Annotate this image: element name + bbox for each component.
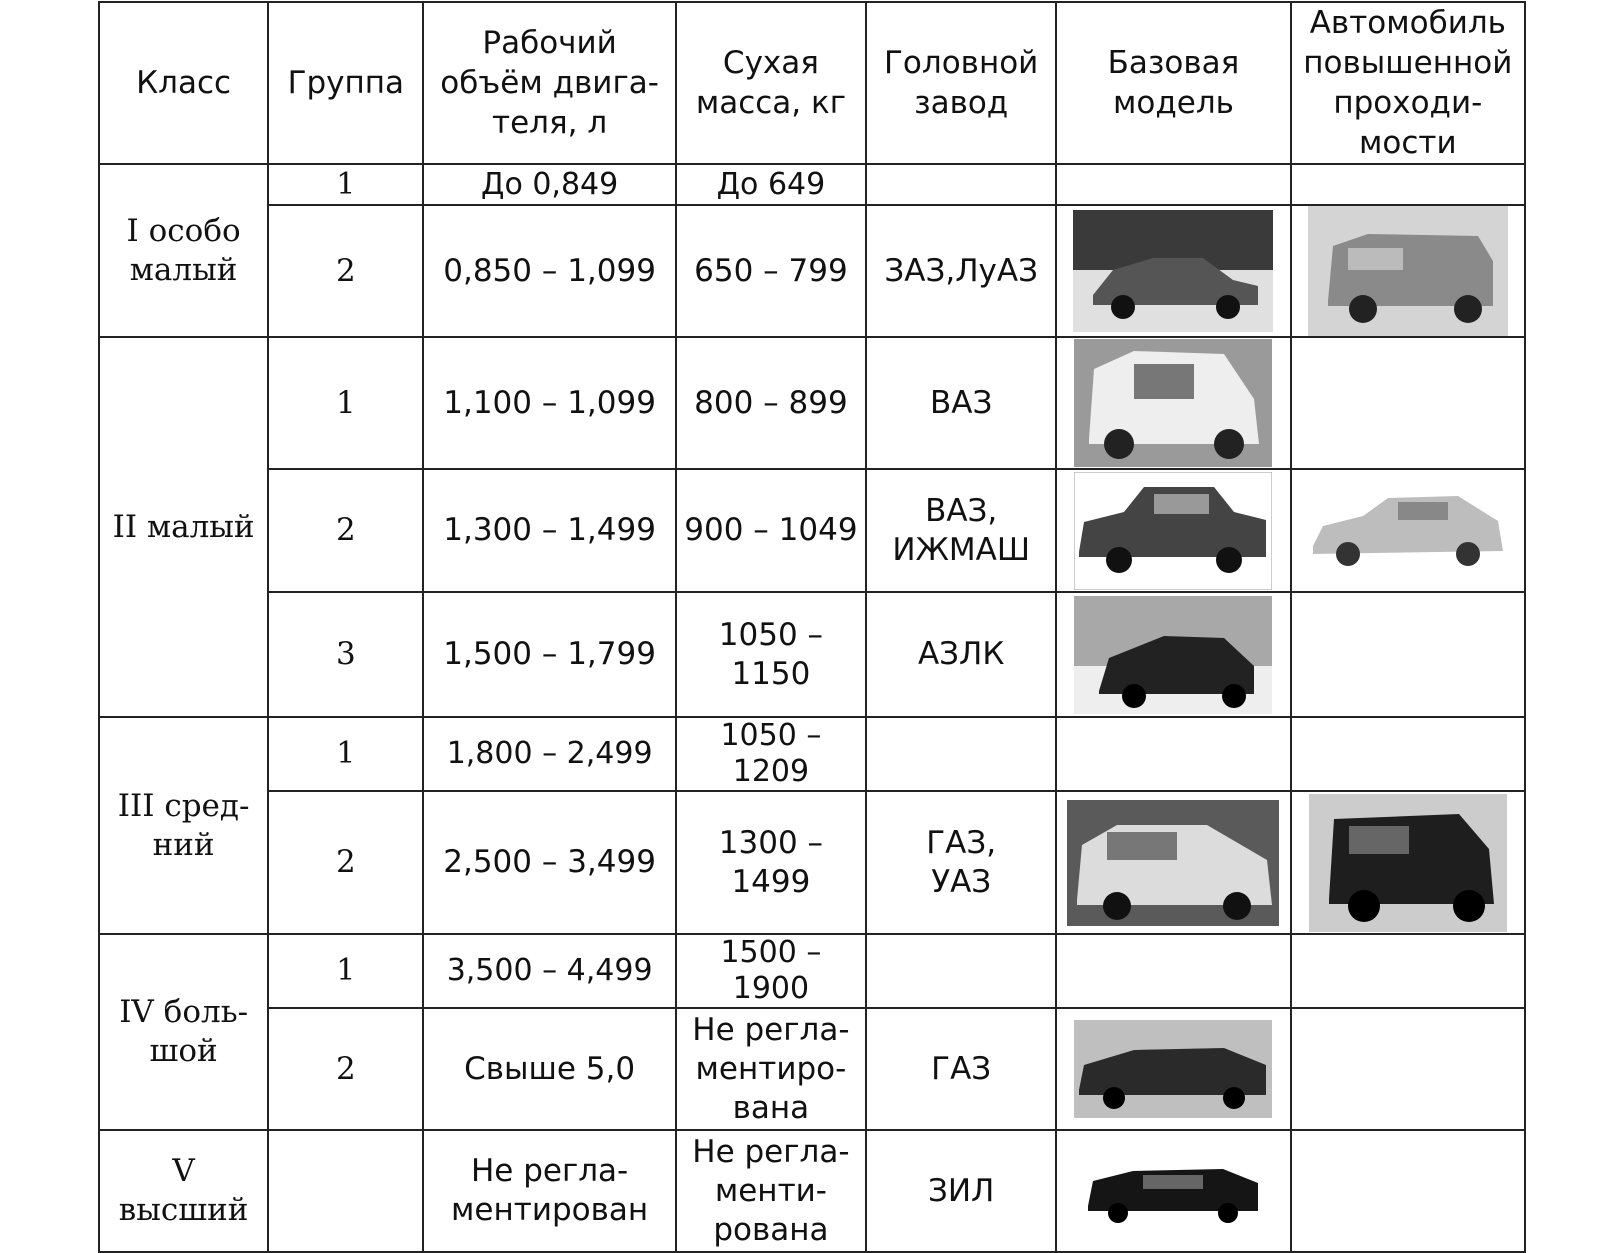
volume-cell: До 0,849 [423, 164, 675, 205]
table-row [99, 469, 1525, 592]
car-photo-icon [1067, 800, 1279, 926]
offroad-cell [1291, 791, 1525, 934]
class-cell-3: III сред- ний [99, 717, 268, 934]
car-photo-icon [1308, 206, 1508, 336]
volume-cell: 1,500 – 1,799 [423, 592, 675, 717]
group-cell [268, 1130, 423, 1252]
group-cell: 2 [268, 205, 423, 337]
header-base-model: Базовая модель [1056, 2, 1290, 164]
table-row [99, 791, 1525, 934]
base-model-cell [1056, 934, 1290, 1008]
table-row [99, 592, 1525, 717]
mass-cell: 1050 – 1150 [676, 592, 866, 717]
offroad-cell [1291, 1008, 1525, 1130]
base-model-cell [1056, 592, 1290, 717]
volume-cell: 2,500 – 3,499 [423, 791, 675, 934]
group-cell: 2 [268, 1008, 423, 1130]
mass-cell: 1300 – 1499 [676, 791, 866, 934]
offroad-cell [1291, 205, 1525, 337]
group-cell: 2 [268, 469, 423, 592]
volume-cell: 1,100 – 1,099 [423, 337, 675, 469]
mass-cell: 650 – 799 [676, 205, 866, 337]
mass-cell: 1050 – 1209 [676, 717, 866, 791]
header-group: Группа [268, 2, 423, 164]
base-model-cell [1056, 1130, 1290, 1252]
base-model-cell [1056, 164, 1290, 205]
group-cell: 3 [268, 592, 423, 717]
header-volume: Рабочий объём двига- теля, л [423, 2, 675, 164]
table-row [99, 164, 1525, 205]
offroad-cell [1291, 1130, 1525, 1252]
table-row [99, 337, 1525, 469]
car-photo-icon [1074, 339, 1272, 467]
offroad-cell [1291, 164, 1525, 205]
car-photo-icon [1074, 596, 1272, 714]
base-model-cell [1056, 717, 1290, 791]
car-photo-icon [1308, 486, 1508, 576]
plant-cell: ВАЗ, ИЖМАШ [866, 469, 1056, 592]
mass-cell: Не регла- менти- рована [676, 1130, 866, 1252]
class-cell-2: II малый [99, 337, 268, 717]
volume-cell: 1,800 – 2,499 [423, 717, 675, 791]
car-photo-icon [1309, 794, 1507, 932]
table-row [99, 934, 1525, 1008]
plant-cell: ЗАЗ,ЛуАЗ [866, 205, 1056, 337]
base-model-cell [1056, 1008, 1290, 1130]
plant-cell: АЗЛК [866, 592, 1056, 717]
mass-cell: Не регла- ментиро- вана [676, 1008, 866, 1130]
header-row [99, 2, 1525, 164]
plant-cell [866, 934, 1056, 1008]
offroad-cell [1291, 469, 1525, 592]
mass-cell: 800 – 899 [676, 337, 866, 469]
car-photo-icon [1074, 1020, 1272, 1118]
car-classification-table [98, 1, 1526, 1253]
mass-cell: 1500 – 1900 [676, 934, 866, 1008]
base-model-cell [1056, 791, 1290, 934]
offroad-cell [1291, 934, 1525, 1008]
base-model-cell [1056, 469, 1290, 592]
plant-cell: ЗИЛ [866, 1130, 1056, 1252]
group-cell: 1 [268, 337, 423, 469]
volume-cell: 1,300 – 1,499 [423, 469, 675, 592]
group-cell: 1 [268, 717, 423, 791]
base-model-cell [1056, 205, 1290, 337]
volume-cell: 0,850 – 1,099 [423, 205, 675, 337]
volume-cell: 3,500 – 4,499 [423, 934, 675, 1008]
car-photo-icon [1073, 210, 1273, 332]
mass-cell: 900 – 1049 [676, 469, 866, 592]
group-cell: 1 [268, 164, 423, 205]
header-plant: Головной завод [866, 2, 1056, 164]
class-cell-4: IV боль- шой [99, 934, 268, 1130]
table-row [99, 205, 1525, 337]
header-offroad: Автомобиль повышенной проходи- мости [1291, 2, 1525, 164]
group-cell: 1 [268, 934, 423, 1008]
table-row [99, 1008, 1525, 1130]
table-row [99, 717, 1525, 791]
offroad-cell [1291, 592, 1525, 717]
group-cell: 2 [268, 791, 423, 934]
plant-cell [866, 164, 1056, 205]
volume-cell: Не регла- ментирован [423, 1130, 675, 1252]
offroad-cell [1291, 337, 1525, 469]
header-class: Класс [99, 2, 268, 164]
car-photo-icon [1083, 1151, 1263, 1231]
plant-cell: ВАЗ [866, 337, 1056, 469]
plant-cell: ГАЗ [866, 1008, 1056, 1130]
mass-cell: До 649 [676, 164, 866, 205]
offroad-cell [1291, 717, 1525, 791]
plant-cell: ГАЗ, УАЗ [866, 791, 1056, 934]
header-mass: Сухая масса, кг [676, 2, 866, 164]
class-cell-1: I особо малый [99, 164, 268, 337]
table-row [99, 1130, 1525, 1252]
volume-cell: Свыше 5,0 [423, 1008, 675, 1130]
class-cell-5: V высший [99, 1130, 268, 1252]
plant-cell [866, 717, 1056, 791]
base-model-cell [1056, 337, 1290, 469]
car-photo-icon [1074, 472, 1272, 590]
